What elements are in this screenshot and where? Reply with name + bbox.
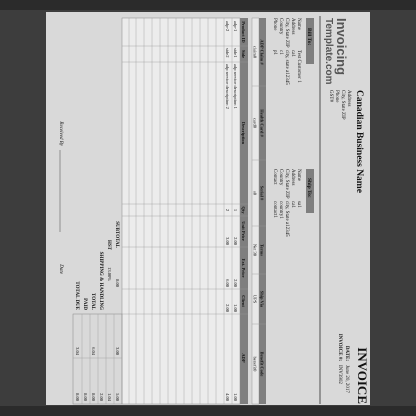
total-label: TOTAL (90, 292, 95, 310)
items-header-side: Side (241, 49, 246, 59)
item-adp: 4.00 (225, 393, 230, 401)
logo-word-2: Template.com (323, 18, 334, 85)
info-table-header-bg (259, 18, 266, 404)
business-city: City, State ZIP (340, 90, 345, 120)
bill-to-label: Address (290, 18, 295, 35)
item-qty: 1 (233, 208, 238, 212)
item-unit-price: 2.00 (233, 237, 238, 245)
info-table-value-row (252, 18, 259, 404)
paid-label: PAID (82, 298, 87, 310)
total-due-client: 3.04 (75, 347, 80, 355)
info-table (252, 18, 266, 404)
ship-to-value: country1 (278, 201, 283, 219)
invoice-number-value: INV3902 (337, 365, 342, 384)
bill-to-heading: Bill To: (306, 28, 312, 46)
subtotal-label: SUBTOTAL (114, 221, 119, 248)
hst-adp: 1.04 (107, 393, 112, 401)
bill-to-label: City, State ZIP (284, 18, 289, 48)
info-value-adp-claim: claim0 (252, 45, 258, 59)
item-ext-price: 6.00 (225, 279, 230, 287)
bill-to-label: Name (296, 18, 301, 30)
ship-to-label: Country (278, 169, 283, 186)
ship-to-label: City, State ZIP (284, 169, 289, 199)
subtotal-client: 3.00 (115, 347, 120, 355)
ship-to-value: ca1 (290, 201, 295, 208)
bill-to-label: Country (278, 18, 283, 35)
items-header-client: Client (241, 295, 246, 307)
bill-to-value: Test Customer 1 (296, 50, 301, 83)
logo (323, 18, 349, 85)
ship-to-value: city, State a12345 (284, 201, 289, 237)
items-table (122, 18, 248, 404)
item-description: adp service description 1 (233, 64, 238, 109)
bill-to-value: ca1 (290, 50, 295, 57)
total-client: 6.04 (91, 347, 96, 355)
info-header-benefit-code: Benefit Code (259, 351, 265, 377)
item-client: 1.00 (233, 304, 238, 312)
item-side: side2 (225, 48, 230, 58)
info-value-serial: s0 (252, 190, 258, 196)
ship-to-label: Name (296, 169, 301, 181)
bottom-window-bar (0, 406, 416, 416)
shipping-label: SHIPPING & HANDLING (98, 251, 103, 310)
item-qty: 2 (225, 208, 230, 212)
ship-to-value: contact1 (272, 201, 277, 218)
date-value: June 20, 2017 (344, 365, 349, 393)
items-header-unit-price: Unit Price (241, 221, 246, 241)
items-header-product-id: Product ID (241, 21, 246, 43)
info-header-adp-claim: ADP Claim # (259, 39, 265, 65)
info-header-serial: Serial # (259, 185, 265, 201)
business-gst: GST# (328, 90, 333, 102)
item-side: side1 (233, 48, 238, 58)
invoice-title: INVOICE (355, 347, 370, 404)
ship-to-label: Address (290, 169, 295, 186)
info-header-ship-via: Ship Via (259, 290, 265, 308)
bill-to-value: p1 (272, 50, 277, 55)
items-table-body (122, 18, 240, 404)
bill-to-label: Phone (272, 18, 277, 31)
item-client: 2.00 (225, 304, 230, 312)
item-adp: 1.00 (233, 393, 238, 401)
items-header-ext-price: Ext. Price (241, 258, 246, 278)
shipping-adp: 2.00 (99, 393, 104, 401)
total-due-adp: 8.00 (75, 393, 80, 401)
business-phone: Phone (334, 90, 339, 103)
logo-word-1: Invoicing (334, 18, 349, 76)
item-description: adp service description 2 (225, 64, 230, 109)
items-header-qty: Qty (241, 206, 246, 214)
business-name: Canadian Business Name (354, 90, 364, 193)
bill-to-value: c1 (278, 50, 283, 55)
item-unit-price: 3.00 (225, 237, 230, 245)
item-ext-price: 2.00 (233, 279, 238, 287)
paid-adp: 8.00 (83, 393, 88, 401)
info-value-health-card: card0 (252, 118, 258, 128)
info-header-terms: Terms (259, 243, 265, 257)
ship-to-label: Contact (272, 169, 277, 185)
items-header-description: Description (241, 121, 246, 145)
hst-rate: 13.00% (107, 267, 112, 281)
info-value-benefit-code: benefit0 (252, 356, 258, 372)
item-product-id: adp-2 (225, 21, 230, 32)
ship-to-heading: Ship To: (306, 178, 312, 198)
subtotal-adp: 5.00 (115, 393, 120, 401)
bill-to-value: city, state a12345 (284, 50, 289, 85)
info-value-terms: Net 30 (252, 243, 258, 257)
items-header-adp: ADP (241, 353, 246, 363)
subtotal-value: 8.00 (115, 279, 120, 287)
business-address: Address (346, 90, 351, 107)
info-value-ship-via: UPS (252, 294, 258, 304)
invoice-number-label: INVOICE #: (337, 333, 342, 361)
hst-label: HST (106, 239, 111, 250)
ship-to-value: sa1 (296, 201, 301, 208)
info-header-health-card: Health Card # (259, 109, 265, 137)
received-by-label: Received By (58, 121, 63, 146)
total-due-label: TOTAL DUE (74, 281, 79, 310)
total-adp: 8.00 (91, 393, 96, 401)
top-window-bar (0, 0, 416, 10)
date-label: DATE: (344, 345, 349, 361)
date-footer-label: Date (58, 264, 63, 274)
item-product-id: adp-1 (233, 21, 238, 32)
